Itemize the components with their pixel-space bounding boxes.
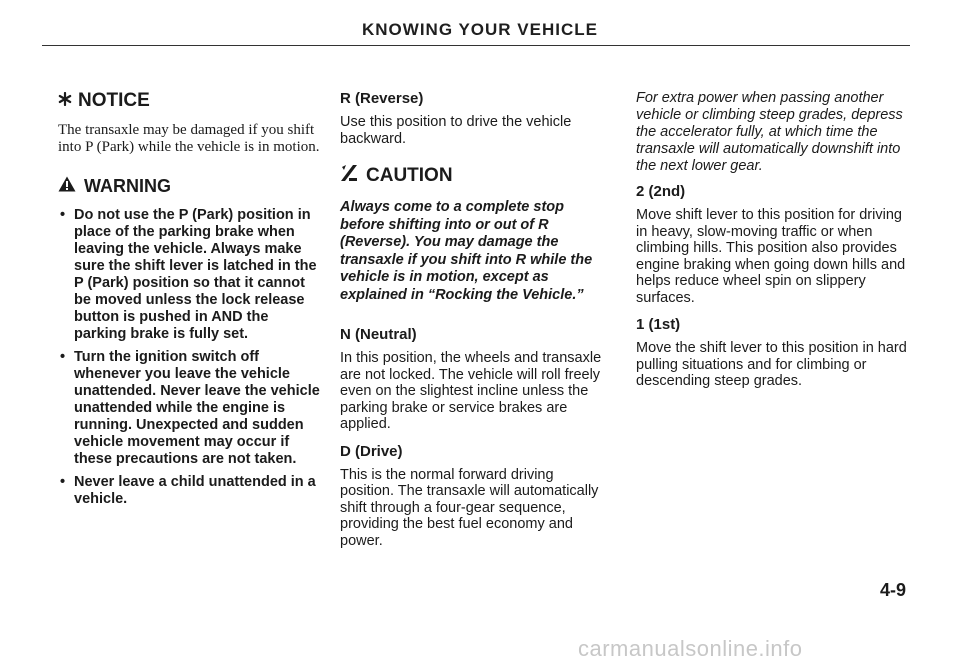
drive-body: This is the normal forward driving position. The transaxle will automatically shift through a four-gear sequence, providing the best fuel economy and power.: [340, 466, 599, 549]
warning-item: • Turn the ignition switch off whenever you leave the vehicle unattended. Never leave the vehicle unattended while the engine is running. Unexpected and sudden vehicle movement may occur if these precautions are not taken.: [58, 349, 320, 468]
passing-body: For extra power when passing another vehicle or climbing steep grades, depress the accelerator fully, at which time the transaxle will automatically downshift into the next lower gear.: [636, 90, 903, 174]
asterisk-icon: [58, 90, 72, 112]
page-header: KNOWING YOUR VEHICLE: [362, 20, 598, 39]
second-gear-heading: 2 (2nd): [636, 183, 686, 200]
warning-title: WARNING: [84, 176, 171, 196]
notice-heading: [58, 90, 320, 112]
warning-item: • Do not use the P (Park) position in place of the parking brake when leaving the vehicle. Always make sure the shift lever is latched in the P (Park) position so that it cannot be moved unless the lock release button is pushed in AND the parking brake is fully set.: [58, 207, 320, 343]
neutral-body: In this position, the wheels and transaxle are not locked. The vehicle will roll freely even on the slightest incline unless the parking brake or service brakes are applied.: [340, 350, 602, 432]
drive-heading: D (Drive): [340, 442, 403, 460]
caution-body: Always come to a complete stop before shifting into or out of R (Reverse). You may damage the transaxle if you shift into R while the vehicle is in motion, except as explained in “Rocking the Vehicle.”: [340, 199, 593, 303]
warning-heading: [58, 176, 320, 197]
neutral-heading: N (Neutral): [340, 326, 417, 343]
reverse-heading: R (Reverse): [340, 90, 424, 107]
notice-body: The transaxle may be damaged if you shift into P (Park) while the vehicle is in motion.: [58, 122, 320, 155]
watermark: carmanualsonline.info: [578, 636, 803, 661]
warning-list: [58, 207, 320, 508]
first-gear-body: Move the shift lever to this position in hard pulling situations and for climbing or descending steep grades.: [636, 340, 907, 389]
column-left: [58, 90, 320, 514]
column-right: [636, 90, 916, 400]
notice-title: NOTICE: [78, 90, 150, 111]
warning-item: • Never leave a child unattended in a vehicle.: [58, 474, 320, 508]
column-middle: [340, 90, 606, 559]
caution-title: CAUTION: [366, 165, 453, 186]
caution-slash-icon: [340, 163, 358, 189]
caution-heading: [340, 163, 606, 189]
warning-triangle-icon: [58, 176, 76, 197]
second-gear-body: Move shift lever to this position for driving in heavy, slow-moving traffic or when climbing hills. This position also provides engine braking when going down hills and helps reduce wheel spin on slippery surfaces.: [636, 207, 906, 306]
page-number: 4-9: [880, 580, 907, 600]
header-rule: [42, 45, 910, 46]
first-gear-heading: 1 (1st): [636, 316, 681, 333]
reverse-body: Use this position to drive the vehicle backward.: [340, 114, 572, 147]
